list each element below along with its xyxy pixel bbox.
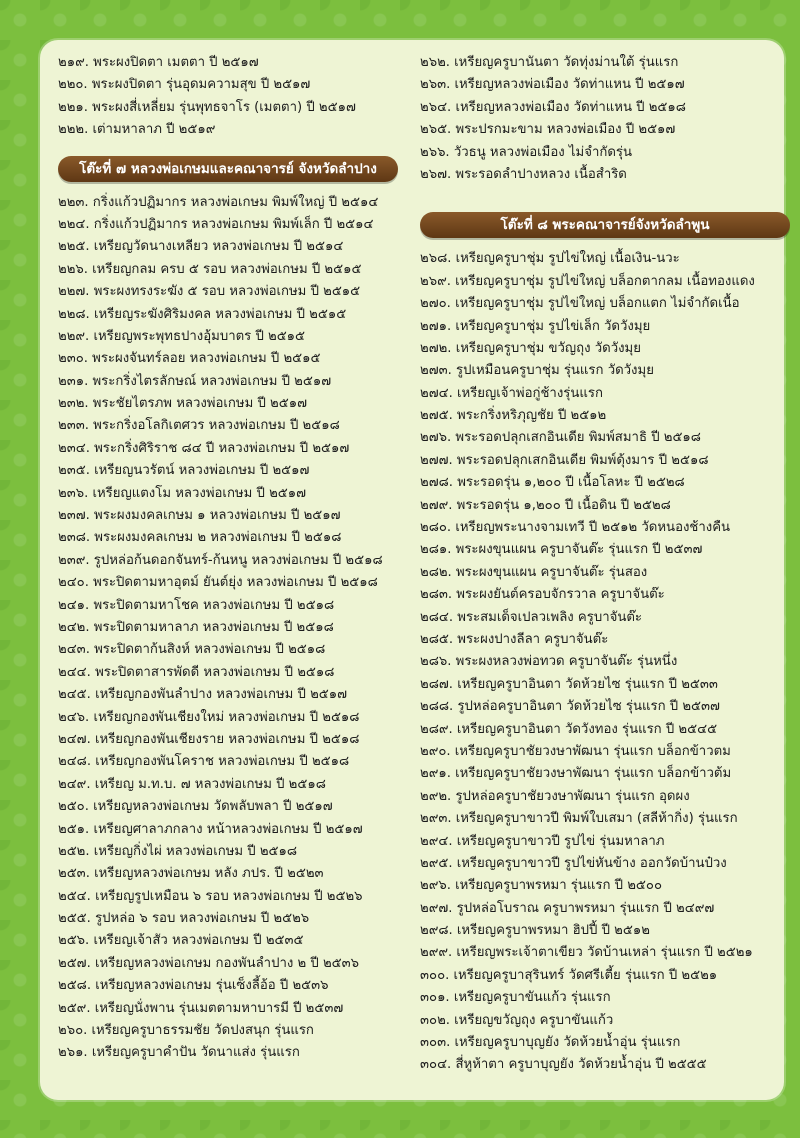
item-number: ๒๔๓. bbox=[58, 642, 90, 658]
item-text: เหรียญครูบาธรรมชัย วัดปงสนุก รุ่นแรก bbox=[91, 1023, 314, 1039]
item-number: ๒๓๒. bbox=[58, 396, 89, 412]
item-number: ๒๕๓. bbox=[58, 866, 90, 882]
left-column bbox=[58, 52, 398, 1065]
item-text: พระชัยไตรภพ หลวงพ่อเกษม ปี ๒๕๑๗ bbox=[92, 396, 308, 412]
item-number: ๒๔๑. bbox=[58, 597, 90, 613]
list-item bbox=[58, 214, 398, 236]
list-item bbox=[58, 751, 398, 773]
item-text: เหรียญเจ้าสัว หลวงพ่อเกษม ปี ๒๕๓๕ bbox=[93, 933, 304, 949]
item-text: เหรียญครูบาชุ่ม รูปไข่ใหญ่ บล็อกตากลม เนื้อทองแดง bbox=[455, 273, 755, 289]
item-number: ๒๖๔. bbox=[420, 99, 452, 115]
item-number: ๒๔๖. bbox=[58, 709, 90, 725]
item-number: ๒๒๔. bbox=[58, 216, 90, 232]
item-number: ๒๑๙. bbox=[58, 55, 89, 70]
list-item bbox=[420, 1032, 790, 1054]
list-item bbox=[420, 987, 790, 1009]
list-item bbox=[58, 886, 398, 908]
item-number: ๒๗๖. bbox=[420, 430, 452, 446]
item-number: ๒๗๔. bbox=[420, 385, 453, 401]
item-number: ๒๙๓. bbox=[420, 811, 452, 827]
item-number: ๒๓๙. bbox=[58, 552, 90, 568]
right-section-list bbox=[420, 248, 790, 1076]
item-number: ๒๙๙. bbox=[420, 945, 453, 961]
item-number: ๒๖๘. bbox=[420, 251, 452, 267]
item-text: เหรียญกองพันเชียงใหม่ หลวงพ่อเกษม ปี ๒๕๑๘ bbox=[93, 709, 360, 725]
item-number: ๓๐๐. bbox=[420, 967, 450, 983]
item-text: เหรียญศาลาภกลาง หน้าหลวงพ่อเกษม ปี ๒๕๑๗ bbox=[93, 821, 363, 837]
item-text: เหรียญครูบาชุ่ม ขวัญถุง วัดวังมุย bbox=[455, 340, 641, 356]
item-number: ๒๖๙. bbox=[420, 273, 451, 289]
item-number: ๒๕๐. bbox=[58, 799, 89, 815]
right-column bbox=[420, 52, 790, 1077]
item-text: พระปิดตามหาอุตม์ ยันต์ยุ่ง หลวงพ่อเกษม ปี ๒๕๑๘ bbox=[93, 575, 378, 591]
item-text: เหรียญครูบาพรหมา รุ่นแรก ปี ๒๕๐๐ bbox=[455, 878, 663, 894]
item-text: พระสมเด็จเปลวเพลิง ครูบาจันต๊ะ bbox=[457, 609, 642, 625]
item-text: พระผงขุนแผน ครูบาจันต๊ะ รุ่นสอง bbox=[455, 564, 648, 580]
item-number: ๒๗๑. bbox=[420, 318, 452, 334]
list-item bbox=[58, 97, 398, 119]
list-item bbox=[58, 236, 398, 258]
item-number: ๒๔๐. bbox=[58, 575, 89, 591]
item-text: พระปิดตามหาโชค หลวงพ่อเกษม ปี ๒๕๑๘ bbox=[93, 597, 335, 613]
item-text: เหรียญ ม.ท.บ. ๗ หลวงพ่อเกษม ปี ๒๕๑๘ bbox=[94, 776, 326, 792]
list-item bbox=[420, 808, 790, 830]
item-number: ๒๕๕. bbox=[58, 911, 91, 927]
item-number: ๒๕๗. bbox=[58, 955, 91, 971]
item-number: ๒๓๗. bbox=[58, 508, 90, 524]
item-number: ๒๔๒. bbox=[58, 619, 90, 635]
item-number: ๒๒๘. bbox=[58, 306, 90, 322]
list-item bbox=[58, 326, 398, 348]
list-item bbox=[420, 696, 790, 718]
item-number: ๒๕๔. bbox=[58, 888, 91, 904]
item-number: ๒๒๓. bbox=[58, 194, 89, 210]
list-item bbox=[420, 427, 790, 449]
item-text: เหรียญครูบาชุ่ม รูปไข่ใหญ่ เนื้อเงิน-นวะ bbox=[455, 251, 680, 267]
list-item bbox=[420, 360, 790, 382]
item-text: พระผงทรงระฆัง ๕ รอบ หลวงพ่อเกษม ปี ๒๕๑๕ bbox=[93, 284, 361, 300]
item-text: รูปหล่อ ๖ รอบ หลวงพ่อเกษม ปี ๒๕๒๖ bbox=[95, 911, 310, 927]
item-text: สี่หูห้าตา ครูบาบุญยัง วัดห้วยน้ำอุ่น ปี ๒๕๕๕ bbox=[455, 1057, 707, 1073]
list-item bbox=[420, 52, 790, 74]
item-number: ๒๒๑. bbox=[58, 99, 88, 115]
item-number: ๒๘๕. bbox=[420, 631, 454, 647]
item-number: ๓๐๓. bbox=[420, 1035, 451, 1051]
item-text: พระรอดรุ่น ๑,๒๐๐ ปี เนื้อโลหะ ปี ๒๕๒๘ bbox=[457, 475, 685, 491]
item-text: เหรียญครูบาคำปัน วัดนาแส่ง รุ่นแรก bbox=[91, 1045, 300, 1061]
list-item bbox=[58, 119, 398, 141]
list-item bbox=[58, 1042, 398, 1064]
list-item bbox=[420, 293, 790, 315]
list-item bbox=[420, 786, 790, 808]
list-item bbox=[420, 965, 790, 987]
list-item bbox=[58, 863, 398, 885]
item-text: พระผงปิดตา รุ่นอุดมความสุข ปี ๒๕๑๗ bbox=[91, 77, 311, 93]
item-number: ๒๗๐. bbox=[420, 296, 451, 312]
item-number: ๒๙๔. bbox=[420, 833, 453, 849]
item-text: พระผงปางลีลา ครูบาจันต๊ะ bbox=[457, 631, 609, 647]
item-text: พระผงขุนแผน ครูบาจันต๊ะ รุ่นแรก ปี ๒๕๓๗ bbox=[455, 542, 703, 558]
item-text: เหรียญพระพุทธปางอุ้มบาตร ปี ๒๕๑๕ bbox=[93, 328, 306, 344]
item-text: เหรียญหลวงพ่อเกษม หลัง ภปร. ปี ๒๕๒๓ bbox=[94, 866, 324, 882]
item-number: ๒๔๕. bbox=[58, 687, 91, 703]
item-text: เหรียญครูบาพรหมา ฮิปปี้ ปี ๒๕๑๒ bbox=[456, 923, 650, 939]
item-text: เหรียญครูบาชุ่ม รูปไข่ใหญ่ บล็อกแตก ไม่จำกัดเนื้อ bbox=[455, 296, 740, 312]
item-number: ๒๗๗. bbox=[420, 452, 453, 468]
item-text: พระผงจันทร์ลอย หลวงพ่อเกษม ปี ๒๕๑๕ bbox=[92, 351, 321, 367]
list-item bbox=[58, 52, 398, 74]
list-item bbox=[420, 405, 790, 427]
list-item bbox=[58, 371, 398, 393]
list-item bbox=[420, 942, 790, 964]
item-text: กริ่งแก้วปฏิมากร หลวงพ่อเกษม พิมพ์ใหญ่ ปี ๒๕๑๔ bbox=[92, 194, 379, 210]
item-text: รูปหล่อครูบาชัยวงษาพัฒนา รุ่นแรก อุดผง bbox=[455, 788, 690, 804]
item-text: พระปิดตาสารพัดดี หลวงพ่อเกษม ปี ๒๕๑๘ bbox=[95, 664, 335, 680]
list-item bbox=[420, 562, 790, 584]
item-number: ๒๗๙. bbox=[420, 497, 453, 513]
list-item bbox=[420, 719, 790, 741]
list-item bbox=[420, 450, 790, 472]
item-text: เหรียญหลวงพ่อเมือง วัดท่าแหน ปี ๒๕๑๘ bbox=[455, 99, 686, 115]
list-item bbox=[58, 393, 398, 415]
list-item bbox=[58, 908, 398, 930]
list-item bbox=[58, 527, 398, 549]
list-item bbox=[420, 875, 790, 897]
item-number: ๒๙๑. bbox=[420, 766, 451, 782]
item-text: เหรียญนั่งพาน รุ่นเมตตามหาบารมี ปี ๒๕๓๗ bbox=[94, 1000, 344, 1016]
list-item bbox=[58, 796, 398, 818]
item-text: เหรียญระฆังศิริมงคล หลวงพ่อเกษม ปี ๒๕๑๕ bbox=[93, 306, 347, 322]
item-number: ๒๗๕. bbox=[420, 408, 453, 424]
left-section-list bbox=[58, 192, 398, 1065]
list-item bbox=[58, 483, 398, 505]
item-number: ๒๕๑. bbox=[58, 821, 90, 837]
item-text: เหรียญพระนางจามเทวี ปี ๒๕๑๒ วัดหนองช้างคืน bbox=[455, 520, 731, 536]
list-item bbox=[58, 930, 398, 952]
item-text: เหรียญหลวงพ่อเมือง วัดท่าแหน ปี ๒๕๑๗ bbox=[454, 77, 685, 93]
item-number: ๒๓๖. bbox=[58, 485, 89, 501]
item-number: ๒๖๗. bbox=[420, 166, 452, 182]
list-item bbox=[58, 819, 398, 841]
list-item bbox=[420, 898, 790, 920]
list-item bbox=[420, 1010, 790, 1032]
item-number: ๒๔๗. bbox=[58, 731, 91, 747]
item-text: เหรียญหลวงพ่อเกษม วัดพลับพลา ปี ๒๕๑๗ bbox=[93, 799, 333, 815]
item-text: เหรียญขวัญถุง ครูบาขันแก้ว bbox=[454, 1012, 614, 1028]
item-number: ๒๖๓. bbox=[420, 77, 451, 93]
list-item bbox=[58, 572, 398, 594]
list-item bbox=[420, 472, 790, 494]
list-item bbox=[58, 953, 398, 975]
item-number: ๒๕๙. bbox=[58, 1000, 91, 1016]
item-text: พระกริ่งศิริราช ๘๔ ปี หลวงพ่อเกษม ปี ๒๕๑๗ bbox=[94, 440, 350, 456]
list-item bbox=[420, 763, 790, 785]
item-number: ๒๘๔. bbox=[420, 609, 454, 625]
list-item bbox=[58, 1020, 398, 1042]
item-number: ๒๘๑. bbox=[420, 542, 452, 558]
item-text: กริ่งแก้วปฏิมากร หลวงพ่อเกษม พิมพ์เล็ก ปี ๒๕๑๔ bbox=[93, 216, 374, 232]
item-text: เหรียญหลวงพ่อเกษม กองพันลำปาง ๒ ปี ๒๕๓๖ bbox=[95, 955, 360, 971]
item-number: ๒๖๒. bbox=[420, 55, 450, 70]
section-heading-table-7: โต๊ะที่ ๗ หลวงพ่อเกษมและคณาจารย์ จังหวัดลำปาง bbox=[58, 156, 398, 182]
list-item bbox=[58, 998, 398, 1020]
section-heading-table-8: โต๊ะที่ ๘ พระคณาจารย์จังหวัดลำพูน bbox=[420, 212, 790, 238]
item-text: เหรียญเจ้าพ่อกู่ช้างรุ่นแรก bbox=[457, 385, 603, 401]
item-text: พระปิดตามหาลาภ หลวงพ่อเกษม ปี ๒๕๑๘ bbox=[93, 619, 334, 635]
list-item bbox=[420, 629, 790, 651]
item-text: พระปรกมะขาม หลวงพ่อเมือง ปี ๒๕๑๗ bbox=[455, 122, 676, 138]
item-number: ๒๕๒. bbox=[58, 843, 90, 859]
item-text: เหรียญกองพันลำปาง หลวงพ่อเกษม ปี ๒๕๑๗ bbox=[95, 687, 348, 703]
item-text: พระปิดตาก้นสิงห์ หลวงพ่อเกษม ปี ๒๕๑๘ bbox=[94, 642, 326, 658]
item-number: ๒๘๖. bbox=[420, 654, 452, 670]
item-text: เหรียญรูปเหมือน ๖ รอบ หลวงพ่อเกษม ปี ๒๕๒๖ bbox=[95, 888, 363, 904]
list-item bbox=[58, 595, 398, 617]
list-item bbox=[58, 550, 398, 572]
item-text: พระรอดปลุกเสกอินเดีย พิมพ์สมาธิ ปี ๒๕๑๘ bbox=[455, 430, 701, 446]
item-number: ๒๘๘. bbox=[420, 699, 454, 715]
item-number: ๒๓๓. bbox=[58, 418, 89, 434]
item-text: พระผงมงคลเกษม ๒ หลวงพ่อเกษม ปี ๒๕๑๘ bbox=[94, 530, 342, 546]
item-text: เหรียญพระเจ้าตาเขียว วัดบ้านเหล่า รุ่นแรก ปี ๒๕๒๑ bbox=[456, 945, 753, 961]
item-number: ๒๖๐. bbox=[58, 1023, 88, 1039]
item-text: เหรียญกิ่งไผ่ หลวงพ่อเกษม ปี ๒๕๑๘ bbox=[93, 843, 298, 859]
item-text: วัวธนู หลวงพ่อเมือง ไม่จำกัดรุ่น bbox=[453, 144, 632, 160]
list-item bbox=[420, 248, 790, 270]
item-text: พระผงมงคลเกษม ๑ หลวงพ่อเกษม ปี ๒๕๑๗ bbox=[94, 508, 341, 524]
list-item bbox=[58, 684, 398, 706]
item-text: พระกริ่งหริภุญชัย ปี ๒๕๑๒ bbox=[457, 408, 607, 424]
item-number: ๓๐๑. bbox=[420, 990, 450, 1006]
list-item bbox=[58, 729, 398, 751]
item-text: พระรอดลำปางหลวง เนื้อสำริด bbox=[455, 166, 627, 182]
list-item bbox=[420, 741, 790, 763]
list-item bbox=[420, 651, 790, 673]
item-text: เหรียญครูบาชัยวงษาพัฒนา รุ่นแรก บล็อกข้าวตม bbox=[454, 743, 731, 759]
list-item bbox=[420, 495, 790, 517]
item-number: ๒๙๕. bbox=[420, 855, 453, 871]
list-item bbox=[420, 1054, 790, 1076]
item-number: ๓๐๒. bbox=[420, 1012, 450, 1028]
item-text: พระกริ่งอโลกิเตศวร หลวงพ่อเกษม ปี ๒๕๑๘ bbox=[93, 418, 340, 434]
item-text: เหรียญแตงโม หลวงพ่อเกษม ปี ๒๕๑๗ bbox=[92, 485, 307, 501]
item-text: เหรียญนวรัตน์ หลวงพ่อเกษม ปี ๒๕๑๗ bbox=[94, 463, 310, 479]
list-item bbox=[420, 119, 790, 141]
item-number: ๒๙๖. bbox=[420, 878, 451, 894]
list-item bbox=[58, 617, 398, 639]
list-item bbox=[420, 831, 790, 853]
list-item bbox=[420, 383, 790, 405]
list-item bbox=[58, 662, 398, 684]
item-text: เต่ามหาลาภ ปี ๒๕๑๙ bbox=[92, 122, 216, 138]
item-number: ๒๘๒. bbox=[420, 564, 452, 580]
list-item bbox=[58, 774, 398, 796]
item-number: ๒๕๘. bbox=[58, 978, 92, 994]
item-text: รูปหล่อครูบาอินตา วัดห้วยไซ รุ่นแรก ปี ๒๕๓๗ bbox=[457, 699, 720, 715]
item-number: ๒๙๒. bbox=[420, 788, 452, 804]
item-number: ๒๘๐. bbox=[420, 520, 452, 536]
item-text: รูปหล่อก้นดอกจันทร์-ก้นหนู หลวงพ่อเกษม ปี ๒๕๑๘ bbox=[93, 552, 383, 568]
item-number: ๒๓๔. bbox=[58, 440, 90, 456]
right-top-list bbox=[420, 52, 790, 186]
item-text: เหรียญครูบาชุ่ม รูปไข่เล็ก วัดวังมุย bbox=[455, 318, 651, 334]
item-text: เหรียญครูบานันตา วัดทุ่งม่านใต้ รุ่นแรก bbox=[454, 55, 679, 70]
item-text: เหรียญครูบาขาวปี รูปไข่หันข้าง ออกวัดบ้านป๋วง bbox=[456, 855, 727, 871]
item-text: เหรียญครูบาสุรินทร์ วัดศรีเตี้ย รุ่นแรก ปี ๒๕๒๑ bbox=[453, 967, 718, 983]
item-text: เหรียญครูบาอินตา วัดห้วยไซ รุ่นแรก ปี ๒๕๓๓ bbox=[457, 676, 718, 692]
list-item bbox=[58, 192, 398, 214]
item-text: พระรอดรุ่น ๑,๒๐๐ ปี เนื้อดิน ปี ๒๕๒๘ bbox=[456, 497, 671, 513]
list-item bbox=[420, 584, 790, 606]
item-text: รูปเหมือนครูบาชุ่ม รุ่นแรก วัดวังมุย bbox=[456, 363, 654, 379]
item-number: ๒๙๐. bbox=[420, 743, 451, 759]
item-number: ๒๖๕. bbox=[420, 122, 452, 138]
list-item bbox=[420, 607, 790, 629]
item-number: ๒๘๗. bbox=[420, 676, 453, 692]
item-number: ๒๒๖. bbox=[58, 261, 88, 277]
list-item bbox=[420, 338, 790, 360]
item-text: พระผงสี่เหลี่ยม รุ่นพุทธจาโร (เมตตา) ปี ๒๕๑๗ bbox=[92, 99, 356, 115]
list-item bbox=[58, 348, 398, 370]
list-item bbox=[420, 920, 790, 942]
left-top-list bbox=[58, 52, 398, 142]
item-number: ๒๔๘. bbox=[58, 754, 92, 770]
item-text: พระผงยันต์ครอบจักรวาล ครูบาจันต๊ะ bbox=[456, 587, 665, 603]
list-item bbox=[58, 707, 398, 729]
list-item bbox=[58, 74, 398, 96]
item-number: ๒๔๔. bbox=[58, 664, 91, 680]
list-item bbox=[58, 639, 398, 661]
list-item bbox=[58, 438, 398, 460]
list-item bbox=[420, 271, 790, 293]
list-item bbox=[420, 517, 790, 539]
item-text: เหรียญครูบาอินตา วัดวังทอง รุ่นแรก ปี ๒๕๔๕ bbox=[456, 721, 718, 737]
list-item bbox=[58, 259, 398, 281]
item-number: ๒๗๓. bbox=[420, 363, 452, 379]
item-text: เหรียญกองพันโคราช หลวงพ่อเกษม ปี ๒๕๑๘ bbox=[95, 754, 350, 770]
item-text: พระกริ่งไตรลักษณ์ หลวงพ่อเกษม ปี ๒๕๑๗ bbox=[92, 373, 332, 389]
item-number: ๒๕๖. bbox=[58, 933, 90, 949]
item-text: เหรียญครูบาขันแก้ว รุ่นแรก bbox=[453, 990, 611, 1006]
item-text: พระผงปิดตา เมตตา ปี ๒๕๑๗ bbox=[93, 55, 259, 70]
item-text: เหรียญครูบาชัยวงษาพัฒนา รุ่นแรก บล็อกข้าวต้ม bbox=[455, 766, 732, 782]
list-item bbox=[420, 74, 790, 96]
item-text: พระรอดปลุกเสกอินเดีย พิมพ์ดุ้งมาร ปี ๒๕๑๘ bbox=[456, 452, 709, 468]
item-number: ๒๙๘. bbox=[420, 923, 453, 939]
list-item bbox=[420, 674, 790, 696]
item-text: พระผงหลวงพ่อทวด ครูบาจันต๊ะ รุ่นหนึ่ง bbox=[455, 654, 678, 670]
item-number: ๒๖๑. bbox=[58, 1045, 88, 1061]
list-item bbox=[58, 281, 398, 303]
item-text: เหรียญครูบาขาวปี พิมพ์ใบเสมา (สลีห้ากิ่ง) รุ่นแรก bbox=[455, 811, 738, 827]
list-item bbox=[58, 415, 398, 437]
list-item bbox=[420, 142, 790, 164]
list-item bbox=[58, 304, 398, 326]
item-number: ๒๒๙. bbox=[58, 328, 90, 344]
item-number: ๒๙๗. bbox=[420, 900, 453, 916]
item-number: ๒๓๘. bbox=[58, 530, 91, 546]
item-number: ๒๔๙. bbox=[58, 776, 91, 792]
list-item bbox=[58, 505, 398, 527]
item-text: เหรียญครูบาขาวปี รูปไข่ รุ่นมหาลาภ bbox=[456, 833, 665, 849]
item-text: เหรียญกลม ครบ ๕ รอบ หลวงพ่อเกษม ปี ๒๕๑๕ bbox=[92, 261, 362, 277]
item-number: ๓๐๔. bbox=[420, 1057, 452, 1073]
list-item bbox=[58, 841, 398, 863]
item-number: ๒๓๑. bbox=[58, 373, 89, 389]
list-item bbox=[420, 853, 790, 875]
list-item bbox=[58, 975, 398, 997]
item-number: ๒๖๖. bbox=[420, 144, 450, 160]
list-item bbox=[58, 460, 398, 482]
item-number: ๒๒๒. bbox=[58, 122, 89, 138]
item-text: เหรียญกองพันเชียงราย หลวงพ่อเกษม ปี ๒๕๑๘ bbox=[95, 731, 360, 747]
item-text: เหรียญหลวงพ่อเกษม รุ่นเซ็งลี้อ้อ ปี ๒๕๓๖ bbox=[95, 978, 329, 994]
item-number: ๒๓๕. bbox=[58, 463, 90, 479]
item-number: ๒๓๐. bbox=[58, 351, 88, 367]
item-number: ๒๗๘. bbox=[420, 475, 453, 491]
item-number: ๒๒๕. bbox=[58, 239, 90, 255]
item-text: เหรียญวัดนางเหลียว หลวงพ่อเกษม ปี ๒๕๑๔ bbox=[93, 239, 344, 255]
item-number: ๒๗๒. bbox=[420, 340, 452, 356]
item-number: ๒๒๐. bbox=[58, 77, 88, 93]
item-number: ๒๘๓. bbox=[420, 587, 453, 603]
list-item bbox=[420, 97, 790, 119]
item-number: ๒๒๗. bbox=[58, 284, 90, 300]
item-number: ๒๘๙. bbox=[420, 721, 453, 737]
list-item bbox=[420, 164, 790, 186]
item-text: เหรียญครูบาบุญยัง วัดห้วยน้ำอุ่น รุ่นแรก bbox=[454, 1035, 681, 1051]
item-text: รูปหล่อโบราณ ครูบาพรหมา รุ่นแรก ปี ๒๔๙๗ bbox=[456, 900, 715, 916]
list-item bbox=[420, 316, 790, 338]
list-item bbox=[420, 539, 790, 561]
